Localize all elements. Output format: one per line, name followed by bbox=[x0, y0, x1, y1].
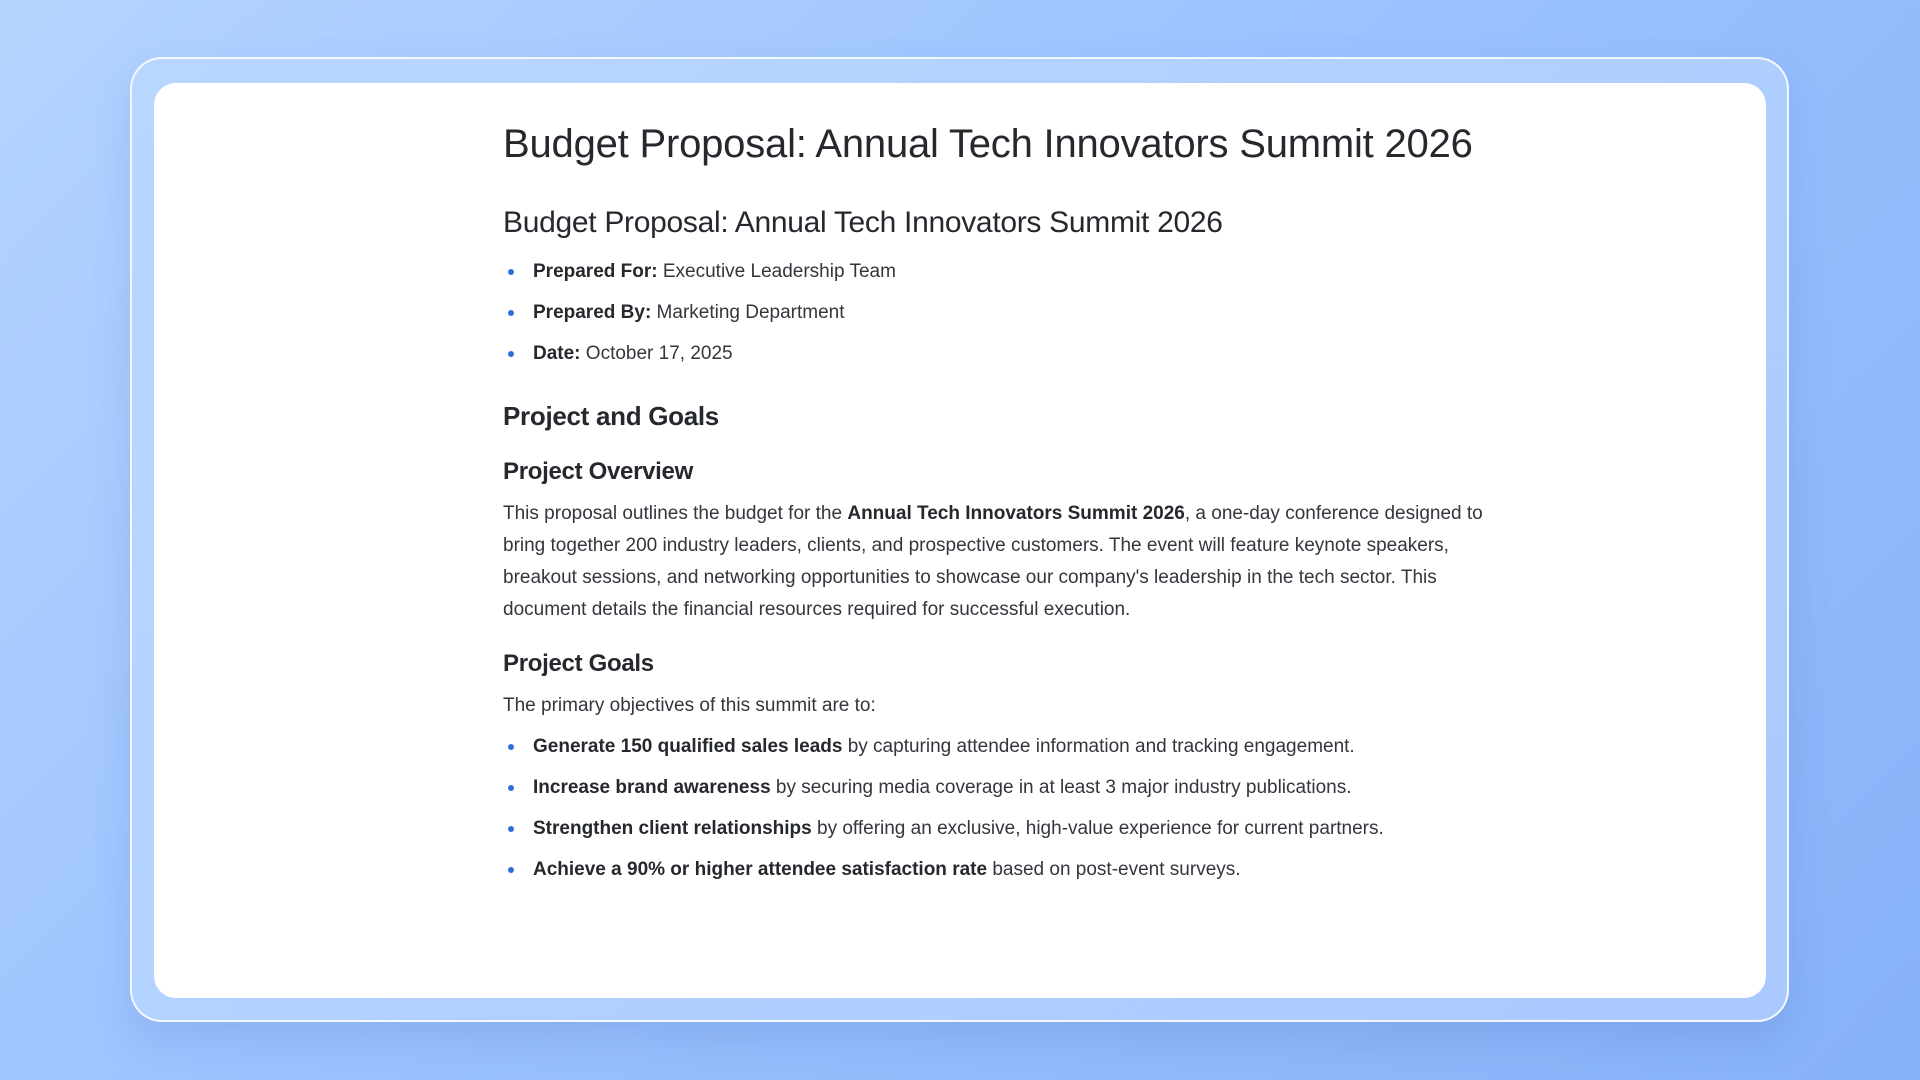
document-content bbox=[503, 83, 1483, 890]
goal-item bbox=[503, 808, 1483, 849]
goals-intro: The primary objectives of this summit are to: bbox=[503, 695, 876, 716]
meta-label: Date: bbox=[533, 343, 581, 364]
meta-label: Prepared For: bbox=[533, 261, 658, 282]
document-subtitle: Budget Proposal: Annual Tech Innovators Summit 2026 bbox=[503, 206, 1223, 239]
goal-item bbox=[503, 726, 1483, 767]
goal-bold: Strengthen client relationships bbox=[533, 818, 812, 839]
meta-list bbox=[503, 251, 1483, 374]
overview-text-before: This proposal outlines the budget for the bbox=[503, 503, 848, 524]
overview-paragraph bbox=[503, 498, 1483, 626]
goal-bold: Increase brand awareness bbox=[533, 777, 771, 798]
section-heading-project-goals: Project and Goals bbox=[503, 401, 719, 431]
overview-heading: Project Overview bbox=[503, 458, 693, 485]
goal-item bbox=[503, 767, 1483, 808]
document-card bbox=[154, 83, 1766, 998]
goal-item bbox=[503, 849, 1483, 890]
goal-rest: by securing media coverage in at least 3 major industry publications. bbox=[770, 777, 1352, 798]
goal-bold: Generate 150 qualified sales leads bbox=[533, 736, 843, 757]
meta-value: Marketing Department bbox=[651, 302, 845, 323]
goals-heading: Project Goals bbox=[503, 650, 654, 677]
document-title: Budget Proposal: Annual Tech Innovators Summit 2026 bbox=[503, 122, 1473, 166]
goal-rest: by capturing attendee information and tracking engagement. bbox=[842, 736, 1355, 757]
meta-label: Prepared By: bbox=[533, 302, 652, 323]
meta-value: Executive Leadership Team bbox=[657, 261, 896, 282]
goal-rest: by offering an exclusive, high-value experience for current partners. bbox=[811, 818, 1384, 839]
goal-rest: based on post-event surveys. bbox=[987, 859, 1241, 880]
meta-prepared-for bbox=[503, 251, 1483, 292]
goal-bold: Achieve a 90% or higher attendee satisfaction rate bbox=[533, 859, 988, 880]
overview-text-after: , a one-day conference designed to bring together 200 industry leaders, clients, and prospective customers. The event will feature keynote speakers, breakout sessions, and networking opportunities to showcase our company's leadership in the tech sector. This document details the financial resources required for successful execution. bbox=[503, 503, 1483, 620]
meta-value: October 17, 2025 bbox=[580, 343, 733, 364]
meta-date bbox=[503, 333, 1483, 374]
overview-text-bold: Annual Tech Innovators Summit 2026 bbox=[847, 503, 1185, 524]
goals-list bbox=[503, 726, 1483, 890]
meta-prepared-by bbox=[503, 292, 1483, 333]
